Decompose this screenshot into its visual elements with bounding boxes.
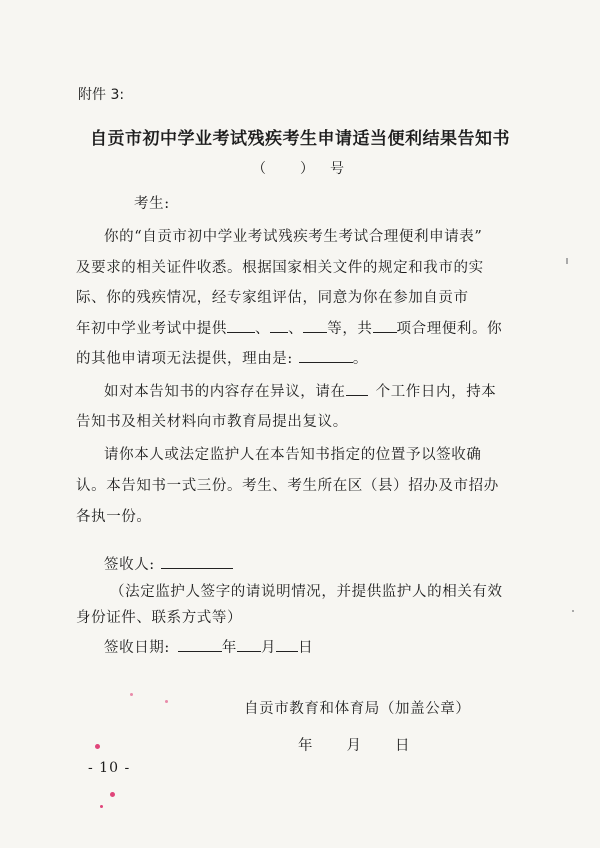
doc-number-close: ） <box>300 161 314 177</box>
blank-reason <box>299 348 353 363</box>
sign-date-month-blank <box>237 637 261 652</box>
signature-note-line1: （法定监护人签字的请说明情况，并提供监护人的相关有效 <box>110 584 503 600</box>
signature-label: 签收人: <box>104 557 155 573</box>
signature-blank <box>161 554 233 569</box>
paragraph2-line1 <box>104 380 496 401</box>
paragraph1-line4-text-c: 项合理便利。你 <box>396 321 503 337</box>
seal-ink-dot <box>95 744 100 749</box>
blank-working-days <box>346 381 368 396</box>
sign-date-month: 月 <box>261 640 277 656</box>
scan-speck <box>572 610 574 612</box>
seal-ink-dot <box>110 792 115 797</box>
salutation: 考生: <box>134 196 170 212</box>
paragraph1-line2: 及要求的相关证件收悉。根据国家相关文件的规定和我市的实 <box>76 260 484 276</box>
blank-provision-1 <box>227 318 255 333</box>
sign-date-label: 签收日期: <box>104 640 170 656</box>
sign-date-day-blank <box>276 637 298 652</box>
sign-date-year-blank <box>178 637 222 652</box>
issue-date-month: 月 <box>346 738 361 754</box>
signature-row <box>104 553 233 574</box>
issue-date <box>298 734 410 755</box>
paragraph1-line5-text-b: 。 <box>352 351 368 367</box>
sign-date-row <box>104 636 313 657</box>
seal-ink-dot <box>130 693 133 696</box>
line4-separator-1: 、 <box>255 321 271 337</box>
paragraph1-line4-text-a: 年初中学业考试中提供 <box>76 321 227 337</box>
document-number <box>252 158 344 178</box>
blank-provision-2 <box>270 318 288 333</box>
line4-separator-2: 、 <box>288 321 304 337</box>
paragraph2-line1-text-a: 如对本告知书的内容存在异议，请在 <box>104 384 346 400</box>
seal-ink-dot <box>100 805 103 808</box>
paragraph1-line4-text-b: 等，共 <box>327 321 373 337</box>
page-number: - 10 - <box>88 760 131 776</box>
seal-ink-dot <box>165 700 168 703</box>
issuing-organization: 自贡市教育和体育局（加盖公章） <box>244 701 471 717</box>
blank-provision-3 <box>303 318 327 333</box>
paragraph2-line1-text-b: 个工作日内，持本 <box>375 384 497 400</box>
sign-date-day: 日 <box>298 640 314 656</box>
paragraph1-line5 <box>76 347 368 368</box>
paragraph3-line2: 认。本告知书一式三份。考生、考生所在区（县）招办及市招办 <box>76 478 499 494</box>
paragraph1-line3: 际、你的残疾情况，经专家组评估，同意为你在参加自贡市 <box>76 290 469 306</box>
paragraph1-line5-text-a: 的其他申请项无法提供，理由是: <box>76 351 293 367</box>
sign-date-year: 年 <box>221 640 237 656</box>
paragraph3-line1: 请你本人或法定监护人在本告知书指定的位置予以签收确 <box>104 447 482 463</box>
paragraph1-line1: 你的“自贡市初中学业考试残疾考生考试合理便利申请表” <box>104 229 483 245</box>
attachment-label: 附件 3: <box>78 87 125 103</box>
signature-note-line2: 身份证件、联系方式等） <box>76 610 243 626</box>
issue-date-year: 年 <box>298 738 313 754</box>
scan-speck <box>566 258 568 264</box>
paragraph3-line3: 各执一份。 <box>76 509 152 525</box>
paragraph1-line4 <box>76 317 502 338</box>
doc-number-suffix: 号 <box>330 161 344 177</box>
issue-date-day: 日 <box>395 738 410 754</box>
document-title: 自贡市初中学业考试残疾考生申请适当便利结果告知书 <box>90 129 510 149</box>
doc-number-open: （ <box>252 161 266 177</box>
paragraph2-line2: 告知书及相关材料向市教育局提出复议。 <box>76 414 348 430</box>
blank-provision-count <box>373 318 397 333</box>
